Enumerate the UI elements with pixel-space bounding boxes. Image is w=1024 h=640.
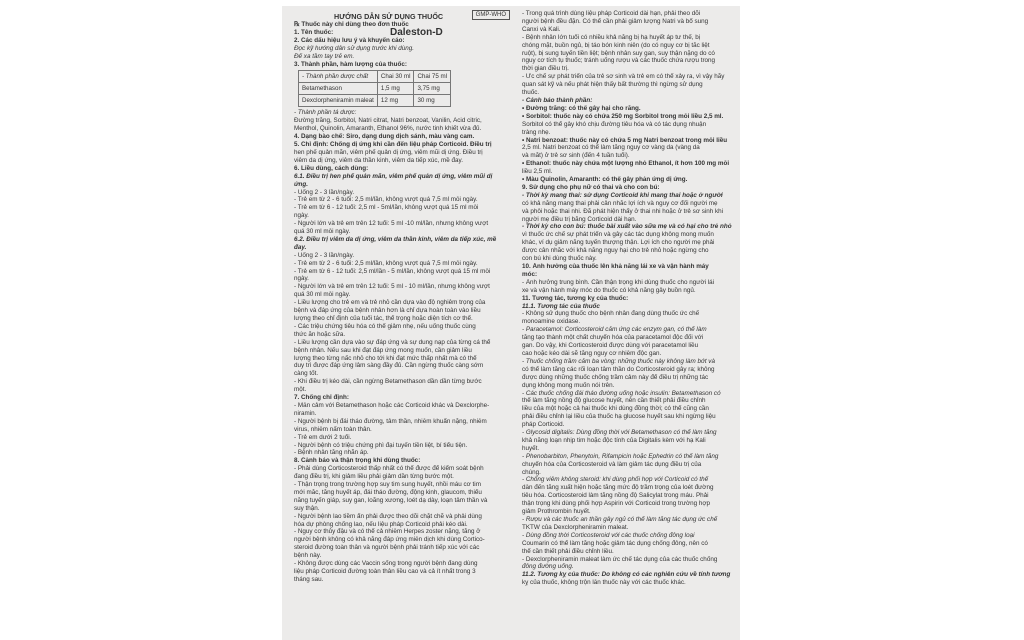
text-line: người bệnh không có khả năng đáp ứng miễn dịch khi dùng Cortico- (294, 536, 485, 544)
text-line: tiêu hóa. Corticosteroid làm tăng nồng độ Salicylat trong máu. Phải (522, 492, 709, 500)
table-cell: 1,5 mg (377, 83, 414, 95)
text-line: • Màu Quinolin, Amaranth: có thể gây phản ứng dị ứng. (522, 176, 688, 184)
text-line: 2,5 ml. Natri benzoat có thể làm tăng nguy cơ vàng da (vàng da (522, 144, 700, 152)
text-line: người mẹ điều trị bằng Corticoid dài hạn. (522, 215, 637, 223)
text-line: - Khi điều trị kéo dài, cần ngừng Betamethason dần dần từng bước (294, 378, 482, 386)
text-line: đay. (294, 243, 307, 251)
text-line: niramin. (294, 409, 317, 417)
top-lines (294, 26, 512, 69)
text-line: - Người lớn và trẻ em trên 12 tuổi: 5 ml - 10 ml/lần, nhưng không vượt (294, 283, 490, 291)
leaflet-header (294, 10, 512, 21)
left-column (294, 10, 512, 638)
text-line: virus, nhiễm nấm toàn thân. (294, 425, 372, 433)
text-line: 11. Tương tác, tương kỵ của thuốc: (522, 294, 629, 302)
table-row (299, 83, 451, 95)
text-line: - Glycosid digitalis: Dùng đồng thời với Betamethason có thể làm tăng (522, 429, 717, 437)
text-line: thể làm tăng nồng độ glucose huyết, nên cần thiết phải điều chỉnh (522, 397, 706, 405)
text-line: - Bệnh nhân lớn tuổi có nhiều khả năng bị hạ huyết áp tư thế, bị (522, 33, 701, 41)
gmp-badge: GMP-WHO (472, 10, 510, 20)
text-line: - Các thuốc chống đái tháo đường uống hoặc insulin: Betamethason có (522, 389, 721, 397)
text-line: • Natri benzoat: thuốc này có chứa 5 mg Natri benzoat trong mỗi liều (522, 136, 728, 144)
text-line: ngày. (294, 212, 309, 220)
text-line: Canxi và Kali. (522, 25, 561, 33)
text-line: huyết. (522, 444, 540, 452)
text-line: phải điều chỉnh lại liều của thuốc hạ glucose huyết sau khi ngừng liệu (522, 413, 716, 421)
text-line: dẫn đến tăng xuất hiện hoặc tăng mức độ trầm trọng của loét đường (522, 484, 714, 492)
text-line: quá 30 ml mỗi ngày. (294, 291, 351, 299)
text-line: Coumarin có thể làm tăng hoặc giảm tác dụng chống đông, nên có (522, 539, 708, 547)
text-line: kỵ của thuốc, không trộn lẫn thuốc này với các thuốc khác. (522, 579, 686, 587)
leaflet-title: HƯỚNG DẪN SỬ DỤNG THUỐC (334, 12, 444, 21)
text-line: vì thuốc ức chế sự phát triển và gây các tác dụng không mong muốn (522, 231, 714, 239)
text-line: - Cảnh báo thành phần: (522, 96, 593, 104)
text-line: - Ảnh hưởng trung bình. Cần thận trọng khi dùng thuốc cho người lái (522, 278, 715, 286)
text-line: - Phenobarbiton, Phenytoin, Rifampicin hoặc Ephedrin có thể làm tăng (522, 452, 719, 460)
text-line: chúng. (522, 468, 541, 476)
text-line: - Trẻ em dưới 2 tuổi. (294, 433, 352, 441)
text-line: càng tốt. (294, 370, 319, 378)
text-line: người bệnh đều đặn. Có thể cần phải giảm lượng Natri và bổ sung (522, 17, 709, 25)
text-line: 9. Sử dụng cho phụ nữ có thai và cho con bú: (522, 183, 660, 191)
text-line: hen phế quản mãn, viêm phế quản dị ứng, viêm mũi dị ứng. Điều trị (294, 148, 483, 156)
composition-table (298, 70, 451, 107)
text-line: monoamine oxidase. (522, 318, 581, 326)
table-cell: 3,75 mg (414, 83, 451, 95)
text-line: - Người bệnh bị đái tháo đường, tâm thần, nhiễm khuẩn nặng, nhiễm (294, 417, 487, 425)
text-line: - Liều lượng cho trẻ em và trẻ nhỏ cần dựa vào độ nghiêm trọng của (294, 299, 486, 307)
text-line: - Ức chế sự phát triển của trẻ sơ sinh và trẻ em có thể xảy ra, vì vậy hãy (522, 73, 725, 81)
text-line: Đường trắng, Sorbitol, Natri citrat, Natri benzoat, Vanilin, Acid citric, (294, 117, 482, 125)
text-line: - Thời kỳ mang thai: sử dụng Corticoid khi mang thai hoặc ở người (522, 191, 723, 199)
text-line: ngày. (294, 275, 309, 283)
text-line: tháng sau. (294, 575, 324, 583)
text-line: được cân nhắc với khả năng nguy hại cho trẻ nhỏ hoặc ngừng cho (522, 247, 709, 255)
text-line: quá 30 ml mỗi ngày. (294, 228, 351, 236)
text-line: chuyển hóa của Corticosteroid và làm giảm tác dụng điều trị của (522, 460, 702, 468)
text-line: 8. Cảnh báo và thận trọng khi dùng thuốc: (294, 457, 421, 465)
text-line: và mắt) ở trẻ sơ sinh (đến 4 tuần tuổi). (522, 152, 630, 160)
text-line: viêm da dị ứng, viêm da thần kinh, viêm da tiếp xúc, mề đay. (294, 156, 463, 164)
text-line: 11.1. Tương tác của thuốc (522, 302, 600, 310)
text-line: - Các triệu chứng tiêu hóa có thể giảm nhẹ, nếu uống thuốc cùng (294, 322, 476, 330)
text-line: - Uống 2 - 3 lần/ngày. (294, 251, 355, 259)
text-line: 11.2. Tương kỵ của thuốc: Do không có các nghiên cứu về tính tương (522, 571, 731, 579)
text-line: - Phải dùng Corticosteroid thấp nhất có thể được để kiểm soát bệnh (294, 465, 484, 473)
text-line: 1. Tên thuốc: (294, 28, 334, 36)
text-line: thuốc. (522, 89, 540, 97)
text-line: con bú khi dùng thuốc này. (522, 255, 597, 263)
text-line: móc: (522, 270, 538, 278)
text-line: • Đường trắng: có thể gây hại cho răng. (522, 104, 641, 112)
text-line: một. (294, 386, 307, 394)
text-line: • Sorbitol: thuốc này có chứa 250 mg Sorbitol trong mỗi liều 2,5 ml. (522, 112, 724, 120)
text-line: quan sát kỹ và nếu phát hiện thấy bất thường thì ngừng sử dụng (522, 81, 703, 89)
text-line: - Người lớn và trẻ em trên 12 tuổi: 5 ml -10 ml/lần, nhưng không vượt (294, 220, 489, 228)
text-line: 2. Các dấu hiệu lưu ý và khuyến cáo: (294, 36, 405, 44)
text-line: - Trẻ em từ 6 - 12 tuổi: 2,5 ml - 5ml/lần, không vượt quá 15 ml mỗi (294, 204, 479, 212)
text-line: 6.2. Điều trị viêm da dị ứng, viêm da thần kinh, viêm da tiếp xúc, mề (294, 235, 497, 243)
text-line: liều 2,5 ml. (522, 168, 553, 176)
text-line: suy thận. (294, 504, 320, 512)
text-line: TKTW của Dexclorpheniramin maleat. (522, 523, 629, 531)
text-line: bệnh và đáp ứng của bệnh nhân hơn là chỉ dựa hoàn toàn vào liều (294, 307, 481, 315)
text-line: - Dexclorpheniramin maleat làm ức chế tác dụng của các thuốc chống (522, 555, 718, 563)
text-line: • Ethanol: thuốc này chứa một lượng nhỏ Ethanol, ít hơn 100 mg mỗi (522, 160, 730, 168)
text-line: 4. Dạng bào chế: Siro, dạng dung dịch sánh, màu vàng cam. (294, 133, 475, 141)
rx-note: ℞ Thuốc này chỉ dùng theo đơn thuốc (294, 21, 409, 28)
text-line: steroid đường toàn thân và người bệnh phải tránh tiếp xúc với các (294, 544, 480, 552)
text-line: Đọc kỹ hướng dẫn sử dụng trước khi dùng. (294, 44, 415, 52)
text-line: khác, ví dụ giảm năng tuyến thượng thận. Lợi ích cho người mẹ phải (522, 239, 715, 247)
text-line: thận trọng khi dùng phối hợp Aspirin với Corticoid trong trường hợp (522, 500, 711, 508)
text-line: - Trong quá trình dùng liệu pháp Corticoid dài hạn, phải theo dõi (522, 10, 701, 17)
text-line: Menthol, Quinolin, Amaranth, Ethanol 96%, nước tinh khiết vừa đủ. (294, 125, 482, 133)
leaflet-sheet (282, 6, 740, 640)
text-line: và phôi hoặc thai nhi. Đã phát hiện thấy ở thai nhi hoặc ở trẻ sơ sinh khi (522, 207, 724, 215)
text-line: liều của một hoặc cả hai thuốc khi dùng đồng thời; có thể cũng cần (522, 405, 709, 413)
text-line: xe và vận hành máy móc do thuốc có khả năng gây buồn ngủ. (522, 286, 696, 294)
table-cell: 30 mg (414, 95, 451, 107)
text-line: - Uống 2 - 3 lần/ngày. (294, 188, 355, 196)
text-line: tràng nhẹ. (522, 128, 551, 136)
text-line: - Người bệnh lao tiềm ẩn phải được theo dõi chặt chẽ và phải dùng (294, 512, 482, 520)
text-line: lượng theo chỉ định của tuổi tác, thể trọng hoặc diện tích cơ thể. (294, 315, 473, 322)
text-line: năng tuyến giáp, suy gan, loãng xương, loét dạ dày, loạn tâm thần và (294, 496, 488, 504)
text-line: - Rượu và các thuốc an thần gây ngủ có thể làm tăng tác dụng ức chế (522, 516, 718, 523)
text-line: - Trẻ em từ 6 - 12 tuổi: 2,5 ml/lần - 5 ml/lần, không vượt quá 15 ml mỗi (294, 267, 491, 275)
text-line: mới mắc, tăng huyết áp, đái tháo đường, động kinh, glaucom, thiểu (294, 488, 482, 496)
table-cell: Dexclorpheniramin maleat (299, 95, 378, 107)
text-line: liệu pháp Corticoid đường toàn thân liều cao và cả ít nhất trong 3 (294, 568, 476, 575)
text-line: bệnh nhân. Nếu sau khi đạt đáp ứng mong muốn, cần giảm liều (294, 346, 472, 354)
text-line: lượng theo từng nấc nhỏ cho tới khi đạt mức thấp nhất mà có thể (294, 354, 477, 362)
text-line: có khả năng mang thai phải cân nhắc lợi ích và nguy cơ đối người mẹ (522, 199, 718, 207)
table-cell: Betamethason (299, 83, 378, 95)
text-line: - Nguy cơ thủy đậu và có thể cả nhiễm Herpes zoster nặng, tăng ở (294, 528, 481, 536)
text-line: thể cần thiết phải điều chỉnh liều. (522, 547, 614, 555)
table-header-cell: - Thành phần dược chất (299, 71, 378, 83)
table-header-cell: Chai 30 ml (377, 71, 414, 83)
text-line: ứng. (294, 180, 308, 188)
brand-name: Daleston-D (390, 26, 443, 38)
text-line: hóa dự phòng chống lao, nếu liệu pháp Corticoid phải kéo dài. (294, 520, 468, 528)
text-line: - Trẻ em từ 2 - 6 tuổi: 2,5 ml/lần, không vượt quá 7,5 ml mỗi ngày. (294, 259, 478, 267)
text-line: duy trì được đáp ứng lâm sàng đầy đủ. Cần ngừng thuốc càng sớm (294, 362, 484, 370)
text-line: - Dùng đồng thời Corticosteroid với các thuốc chống đông loại (522, 531, 695, 539)
text-line: 10. Ảnh hưởng của thuốc lên khả năng lái xe và vận hành máy (522, 263, 709, 270)
table-cell: 12 mg (377, 95, 414, 107)
text-line: - Thời kỳ cho con bú: thuốc bài xuất vào sữa mẹ và có hại cho trẻ nhỏ (522, 223, 732, 231)
text-line: - Thận trọng trong trường hợp suy tim sung huyết, nhồi máu cơ tim (294, 481, 481, 489)
text-line: 5. Chỉ định: Chống dị ứng khi cần đến liệu pháp Corticoid. Điều trị (294, 141, 492, 149)
text-line: khả năng loạn nhịp tim hoặc độc tính của Digitalis kèm với hạ Kali (522, 436, 706, 444)
text-line: - Không được dùng các Vaccin sống trong người bệnh đang dùng (294, 560, 478, 568)
text-line: bệnh này. (294, 552, 322, 560)
text-line: - Trẻ em từ 2 - 6 tuổi: 2,5 ml/lần, không vượt quá 7,5 ml mỗi ngày. (294, 196, 478, 204)
text-line: Để xa tầm tay trẻ em. (294, 52, 355, 60)
text-line: - Thành phần tá dược: (294, 109, 357, 117)
rx-icon: ℞ (294, 21, 302, 28)
text-line: - Liều lượng cần dựa vào sự đáp ứng và sự dung nạp của từng cá thể (294, 338, 491, 346)
text-line: - Người bệnh có triệu chứng phì đại tuyến tiền liệt, bí tiểu tiện. (294, 441, 468, 449)
text-line: 7. Chống chỉ định: (294, 394, 349, 402)
text-line: pháp Corticoid. (522, 421, 565, 429)
text-line: - Mẫn cảm với Betamethason hoặc các Corticoid khác và Dexclorphe- (294, 401, 490, 409)
table-header-cell: Chai 75 ml (414, 71, 451, 83)
text-line: 6.1. Điều trị hen phế quản mãn, viêm phế quản dị ứng, viêm mũi dị (294, 172, 493, 180)
text-line: nguy cơ tích tụ thuốc; tránh uống rượu và các thuốc chứa rượu trong (522, 57, 716, 65)
text-line: ruột), bị sung tuyến tiền liệt; bệnh nhân suy gan, suy thận nặng do có (522, 49, 715, 57)
text-line: gan. Do vậy, khi Corticosteroid được dùng với paracetamol liều (522, 342, 699, 350)
right-column (522, 10, 734, 638)
text-line: 3. Thành phần, hàm lượng của thuốc: (294, 60, 407, 68)
text-line: - Thuốc chống trầm cảm ba vòng: những thuốc này không làm bớt và (522, 357, 715, 365)
text-line: 6. Liều dùng, cách dùng: (294, 164, 369, 172)
text-line: đông đường uống. (522, 563, 574, 571)
text-line: giảm Prothrombin huyết. (522, 508, 591, 516)
text-line: có thể làm tăng các rối loạn tâm thần do Corticosteroid gây ra; không (522, 365, 715, 373)
text-line: thức ăn hoặc sữa. (294, 330, 346, 338)
text-line: - Bệnh nhân tăng nhãn áp. (294, 449, 369, 457)
text-line: - Chống viêm không steroid: khi dùng phối hợp với Corticoid có thể (522, 476, 709, 484)
text-line: - Không sử dụng thuốc cho bệnh nhân đang dùng thuốc ức chế (522, 310, 700, 318)
table-row (299, 95, 451, 107)
text-line: Sorbitol có thể gây khó chịu đường tiêu hóa và có tác dụng nhuận (522, 120, 707, 128)
text-line: - Paracetamol: Corticosteroid cảm ứng các enzym gan, có thể làm (522, 326, 707, 334)
text-line: được dùng những thuốc chống trầm cảm này để điều trị những tác (522, 373, 709, 381)
text-line: thời gian điều trị. (522, 65, 569, 73)
text-line: tăng tạo thành một chất chuyển hóa của paracetamol độc đối với (522, 334, 704, 342)
text-line: chóng mặt, buồn ngủ, bị táo bón kinh niên (do có nguy cơ bị tắc liệt (522, 41, 710, 49)
text-line: cao hoặc kéo dài sẽ tăng nguy cơ nhiễm độc gan. (522, 349, 662, 357)
text-line: dụng không mong muốn nói trên. (522, 381, 615, 389)
text-line: đang điều trị, khi giảm liều phải giảm dần từng bước một. (294, 473, 454, 481)
